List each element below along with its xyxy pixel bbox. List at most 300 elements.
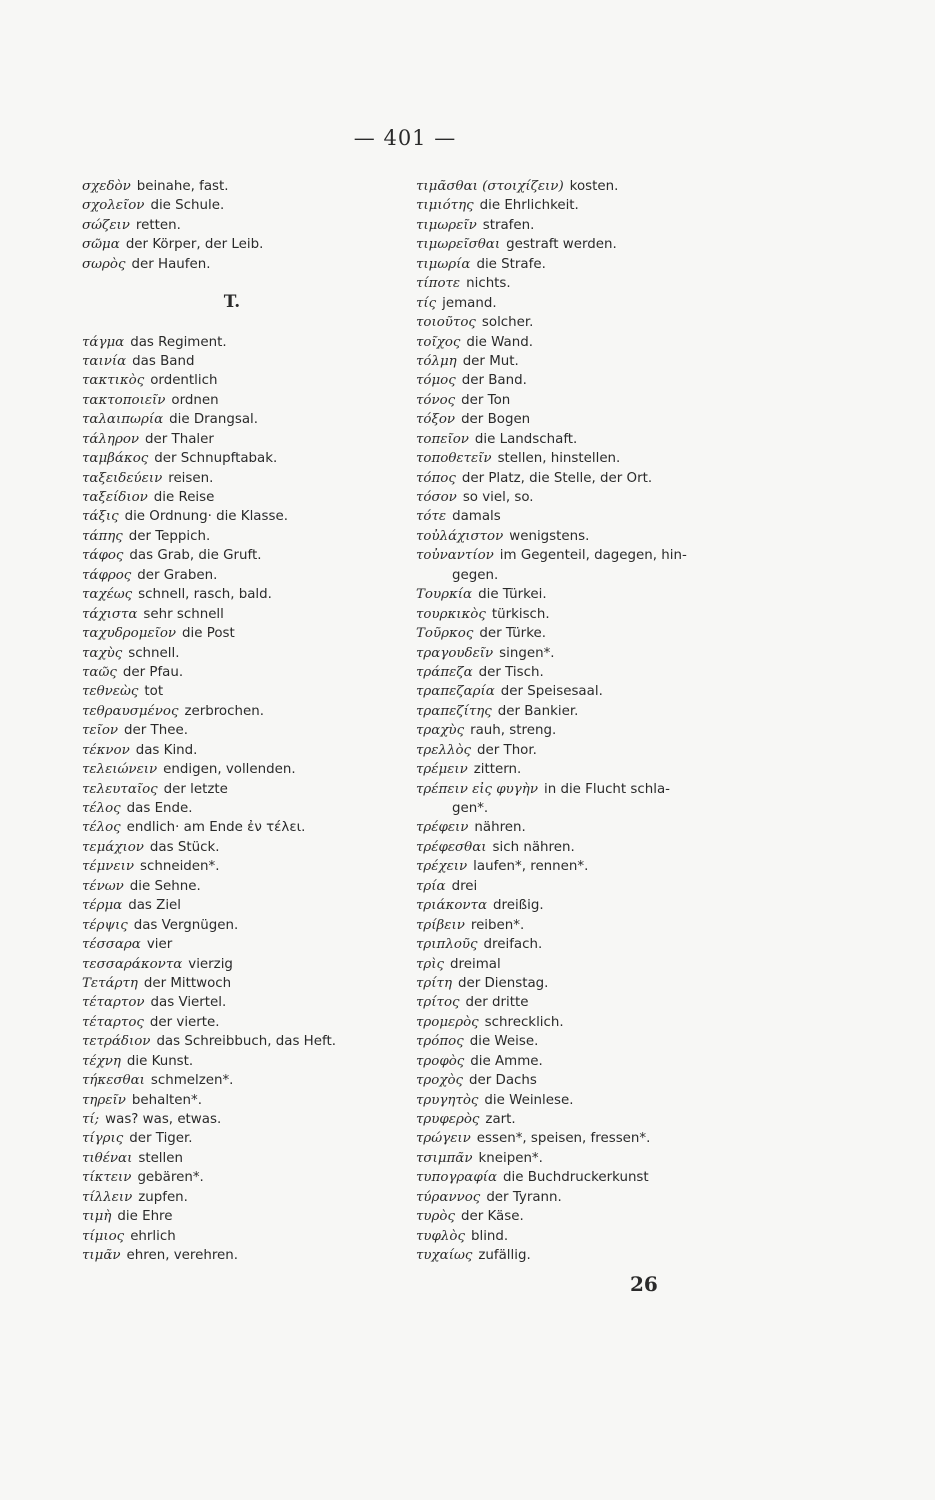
greek-term: ταχὺς [82, 645, 123, 661]
german-translation: der Bogen [461, 412, 531, 428]
greek-term: τράπεζα [416, 664, 473, 680]
dictionary-entry [82, 506, 432, 525]
german-translation: der vierte. [149, 1014, 220, 1030]
german-translation: jemand. [442, 295, 497, 311]
german-translation: wenigstens. [509, 528, 590, 544]
german-translation: das Band [132, 353, 195, 369]
dictionary-entry [82, 487, 432, 506]
greek-term: τιμᾶσθαι (στοιχίζειν) [416, 179, 564, 194]
dictionary-entry [416, 623, 746, 642]
left-bottom-entries [82, 332, 432, 1265]
german-translation: der Dienstag. [457, 975, 549, 991]
german-translation: der Tyrann. [486, 1189, 562, 1205]
greek-term: τρόπος [416, 1034, 464, 1050]
dictionary-entry [416, 312, 746, 331]
greek-term: τίποτε [416, 276, 461, 292]
dictionary-entry [416, 895, 746, 914]
german-translation: beinahe, fast. [136, 179, 229, 194]
greek-term: τοὐναντίον [416, 548, 494, 564]
dictionary-entry [416, 1070, 746, 1089]
greek-term: τιμωρία [416, 256, 471, 272]
greek-term: τέκνον [82, 742, 130, 758]
german-translation: die Ordnung· die Klasse. [124, 509, 288, 525]
greek-term: σωρὸς [82, 256, 126, 272]
german-translation: die Reise [153, 490, 215, 506]
greek-term: σῶμα [82, 237, 120, 253]
greek-term: σχεδὸν [82, 179, 131, 194]
german-translation: der Teppich. [128, 528, 211, 544]
dictionary-entry [82, 409, 432, 428]
german-translation: der letzte [163, 781, 228, 797]
dictionary-entry [416, 1128, 746, 1147]
german-translation: das Vergnügen. [133, 917, 239, 933]
greek-term: τρέμειν [416, 762, 468, 778]
greek-term: τρέφειν [416, 820, 469, 836]
dictionary-entry [416, 1245, 746, 1264]
dictionary-entry [82, 1187, 432, 1206]
greek-term: τρελλὸς [416, 742, 472, 758]
greek-term: Τουρκία [416, 587, 473, 603]
dictionary-entry [82, 1090, 432, 1109]
german-translation: der Käse. [460, 1209, 524, 1225]
german-translation: blind. [470, 1228, 509, 1244]
german-translation: die Ehrlichkeit. [479, 198, 579, 214]
greek-term: τόνος [416, 392, 456, 408]
greek-term: τριπλοῦς [416, 937, 478, 953]
greek-term: τοιοῦτος [416, 315, 476, 331]
greek-term: τεσσαράκοντα [82, 956, 183, 972]
german-translation: tot [144, 684, 164, 700]
greek-term: τάπης [82, 528, 123, 544]
german-translation: kneipen*. [478, 1150, 543, 1166]
dictionary-entry [416, 370, 746, 389]
german-translation: die Kunst. [126, 1053, 194, 1069]
greek-term: τηρεῖν [82, 1092, 126, 1108]
german-translation: damals [452, 509, 501, 525]
greek-term: τεῖον [82, 723, 119, 739]
german-translation: der Tisch. [478, 664, 544, 680]
greek-term: τρυφερὸς [416, 1112, 480, 1128]
german-translation: der Mittwoch [143, 975, 232, 991]
greek-term: τρίβειν [416, 917, 465, 933]
dictionary-entry [416, 876, 746, 895]
greek-term: τοῖχος [416, 334, 461, 350]
dictionary-entry [82, 954, 432, 973]
dictionary-entry [416, 487, 746, 506]
dictionary-entry [416, 1090, 746, 1109]
greek-term: ταχέως [82, 587, 133, 603]
german-translation: im Gegenteil, dagegen, hin- [499, 548, 687, 564]
german-translation: ordnen [171, 392, 219, 408]
german-translation: kosten. [569, 179, 619, 194]
german-translation: das Kind. [135, 742, 198, 758]
greek-term: τόσον [416, 490, 457, 505]
greek-term: τόμος [416, 373, 456, 389]
german-translation: schrecklich. [484, 1014, 564, 1030]
german-translation: das Regiment. [130, 334, 227, 350]
greek-term: τρίτος [416, 995, 460, 1011]
german-translation: vier [146, 937, 173, 953]
dictionary-entry [416, 1187, 746, 1206]
dictionary-entry [82, 1051, 432, 1070]
dictionary-entry [82, 584, 432, 603]
greek-term: τότε [416, 509, 447, 525]
greek-term: τυφλὸς [416, 1228, 465, 1244]
greek-term: τέρψις [82, 917, 128, 933]
greek-term: τιθέναι [82, 1150, 133, 1166]
greek-term: τοὐλάχιστον [416, 528, 504, 544]
german-translation: reisen. [168, 470, 214, 486]
dictionary-entry [416, 662, 746, 681]
german-translation: die Sehne. [129, 878, 201, 894]
dictionary-entry [82, 195, 432, 214]
german-translation: der Schnupftabak. [154, 451, 278, 467]
section-heading: T. [223, 292, 241, 313]
greek-term: σχολεῖον [82, 198, 145, 214]
dictionary-entry [82, 370, 432, 389]
greek-term: τιμωρεῖν [416, 217, 477, 233]
dictionary-entry [82, 1128, 432, 1147]
dictionary-entry [82, 895, 432, 914]
greek-term: τραχὺς [416, 723, 465, 739]
greek-term: τιμᾶν [82, 1248, 121, 1264]
greek-term: τίλλειν [82, 1189, 133, 1205]
greek-term: ταχυδρομεῖον [82, 626, 177, 642]
german-translation: schmelzen*. [150, 1073, 234, 1089]
dictionary-entry [416, 448, 746, 467]
german-translation: der Platz, die Stelle, der Ort. [461, 470, 653, 486]
dictionary-entry [416, 195, 746, 214]
german-translation: der Thee. [124, 723, 188, 739]
greek-term: τάληρον [82, 431, 140, 447]
greek-term: ταῶς [82, 664, 117, 680]
dictionary-entry [82, 623, 432, 642]
dictionary-entry [82, 254, 432, 273]
german-translation: die Türkei. [478, 587, 547, 603]
dictionary-entry [416, 954, 746, 973]
greek-term: τόλμη [416, 353, 457, 369]
greek-term: Τετάρτη [82, 975, 138, 991]
german-translation: der Türke. [479, 626, 546, 642]
german-translation: der Ton [461, 392, 511, 408]
dictionary-entry [82, 1206, 432, 1225]
german-translation: essen*, speisen, fressen*. [476, 1131, 651, 1147]
greek-term: τρέφεσθαι [416, 839, 487, 855]
dictionary-entry [82, 429, 432, 448]
german-translation: das Ziel [128, 898, 182, 914]
german-translation: ordentlich [150, 373, 218, 389]
dictionary-entry [82, 1012, 432, 1031]
greek-term: τελευταῖος [82, 781, 158, 797]
dictionary-entry [416, 234, 746, 253]
german-translation: ehren, verehren. [126, 1248, 239, 1264]
dictionary-entry [82, 915, 432, 934]
german-translation: der Pfau. [122, 664, 184, 680]
dictionary-entry [82, 934, 432, 953]
dictionary-entry [416, 915, 746, 934]
dictionary-entry [416, 992, 746, 1011]
german-translation: der Speisesaal. [500, 684, 603, 700]
dictionary-entry [416, 545, 746, 584]
dictionary-entry [82, 1167, 432, 1186]
german-translation: der Thaler [145, 431, 214, 447]
dictionary-entry [416, 506, 746, 525]
greek-term: ταξειδεύειν [82, 470, 163, 486]
dictionary-entry [416, 779, 746, 818]
dictionary-entry [82, 740, 432, 759]
german-translation: türkisch. [491, 606, 550, 622]
greek-term: τρυγητὸς [416, 1092, 479, 1108]
dictionary-entry [82, 701, 432, 720]
german-translation: nichts. [466, 276, 511, 292]
greek-term: τοποθετεῖν [416, 451, 492, 467]
dictionary-entry [416, 584, 746, 603]
dictionary-entry [82, 643, 432, 662]
dictionary-entry [416, 526, 746, 545]
dictionary-entry [416, 1206, 746, 1225]
german-translation: der Haufen. [131, 256, 211, 272]
greek-term: τρέχειν [416, 859, 468, 875]
dictionary-entry [416, 1012, 746, 1031]
greek-term: τίμιος [82, 1228, 125, 1244]
dictionary-entry [416, 604, 746, 623]
greek-term: τρέπειν εἰς φυγὴν [416, 781, 538, 797]
greek-term: τόξον [416, 412, 456, 428]
german-translation: dreißig. [493, 898, 544, 914]
greek-term: τσιμπᾶν [416, 1150, 473, 1166]
greek-term: τέλος [82, 801, 121, 817]
dictionary-entry [82, 604, 432, 623]
greek-term: τίκτειν [82, 1170, 132, 1186]
greek-term: τάχιστα [82, 606, 138, 622]
dictionary-entry [416, 390, 746, 409]
german-translation: die Drangsal. [169, 412, 259, 428]
greek-term: τυρὸς [416, 1209, 455, 1225]
greek-term: τέχνη [82, 1053, 121, 1069]
german-translation: die Post [182, 626, 235, 642]
greek-term: τύραννος [416, 1189, 481, 1205]
dictionary-entry [82, 1031, 432, 1050]
greek-term: τραπεζαρία [416, 684, 495, 700]
german-translation: gebären*. [137, 1170, 204, 1186]
greek-term: ταξείδιον [82, 490, 148, 506]
dictionary-entry [82, 468, 432, 487]
dictionary-entry [416, 1167, 746, 1186]
greek-term: τοπεῖον [416, 431, 469, 447]
german-translation: so viel, so. [462, 490, 534, 505]
german-translation: der Körper, der Leib. [125, 237, 264, 253]
greek-term: τιμιότης [416, 198, 474, 214]
greek-term: τρὶς [416, 956, 445, 972]
greek-term: τέμνειν [82, 859, 135, 875]
greek-term: τέταρτον [82, 995, 145, 1011]
german-translation: drei [451, 878, 478, 894]
page-number: — 401 — [353, 126, 457, 150]
greek-term: τάγμα [82, 334, 125, 350]
greek-term: τυχαίως [416, 1248, 473, 1264]
german-translation: die Wand. [466, 334, 533, 350]
right-entries [416, 176, 746, 1265]
greek-term: τρομερὸς [416, 1014, 479, 1030]
translation-continuation: gegen. [452, 567, 499, 583]
german-translation: zufällig. [478, 1248, 531, 1264]
dictionary-entry [416, 973, 746, 992]
dictionary-entry [82, 351, 432, 370]
dictionary-entry [82, 856, 432, 875]
greek-term: ταμβάκος [82, 451, 149, 467]
german-translation: der Graben. [137, 567, 218, 583]
dictionary-entry [82, 1109, 432, 1128]
translation-continuation: gen*. [452, 801, 489, 817]
dictionary-entry [416, 856, 746, 875]
german-translation: das Stück. [149, 839, 220, 855]
german-translation: gestraft werden. [506, 237, 617, 253]
greek-term: τιμωρεῖσθαι [416, 237, 501, 253]
german-translation: nähren. [474, 820, 526, 836]
german-translation: schnell. [128, 645, 180, 661]
greek-term: τίς [416, 295, 437, 311]
dictionary-entry [82, 545, 432, 564]
dictionary-entry [416, 176, 746, 195]
greek-term: τεμάχιον [82, 839, 144, 855]
german-translation: sich nähren. [492, 839, 575, 855]
dictionary-entry [416, 740, 746, 759]
dictionary-entry [82, 662, 432, 681]
sheet-number: 26 [630, 1272, 658, 1296]
german-translation: schneiden*. [140, 859, 220, 875]
german-translation: zupfen. [138, 1189, 188, 1205]
dictionary-entry [416, 1051, 746, 1070]
greek-term: τουρκικὸς [416, 606, 486, 622]
dictionary-entry [82, 1226, 432, 1245]
dictionary-entry [82, 176, 432, 195]
dictionary-entry [416, 409, 746, 428]
german-translation: das Schreibbuch, das Heft. [156, 1034, 336, 1050]
german-translation: der Tiger. [129, 1131, 193, 1147]
dictionary-entry [416, 215, 746, 234]
german-translation: zerbrochen. [184, 703, 264, 719]
german-translation: vierzig [188, 956, 233, 972]
german-translation: zittern. [473, 762, 522, 778]
greek-term: τόπος [416, 470, 456, 486]
german-translation: der dritte [465, 995, 529, 1011]
german-translation: die Strafe. [476, 256, 546, 272]
german-translation: die Weinlese. [484, 1092, 574, 1108]
german-translation: laufen*, rennen*. [473, 859, 589, 875]
dictionary-entry [82, 1245, 432, 1264]
german-translation: das Ende. [126, 801, 193, 817]
greek-term: τρίτη [416, 975, 452, 991]
greek-term: τραγουδεῖν [416, 645, 494, 661]
greek-term: τάφρος [82, 567, 132, 583]
dictionary-entry [416, 1148, 746, 1167]
greek-term: τένων [82, 878, 124, 894]
dictionary-entry [82, 992, 432, 1011]
german-translation: reiben*. [470, 917, 525, 933]
greek-term: τέσσαρα [82, 937, 141, 953]
german-translation: die Buchdruckerkunst [503, 1170, 649, 1186]
dictionary-entry [82, 215, 432, 234]
left-column [82, 176, 432, 1265]
dictionary-entry [416, 1226, 746, 1245]
greek-term: τέλος [82, 820, 121, 836]
german-translation: der Band. [461, 373, 527, 389]
german-translation: zart. [485, 1112, 516, 1128]
greek-term: τεθνεὼς [82, 684, 139, 700]
german-translation: schnell, rasch, bald. [138, 587, 272, 603]
german-translation: die Amme. [470, 1053, 543, 1069]
dictionary-entry [416, 720, 746, 739]
german-translation: die Landschaft. [474, 431, 578, 447]
greek-term: τεθραυσμένος [82, 703, 179, 719]
greek-term: τρία [416, 878, 446, 894]
dictionary-entry [416, 1031, 746, 1050]
german-translation: die Weise. [469, 1034, 539, 1050]
greek-term: τρώγειν [416, 1131, 471, 1147]
dictionary-entry [416, 254, 746, 273]
german-translation: endlich· am Ende ἐν τέλει. [126, 820, 306, 836]
dictionary-entry [82, 973, 432, 992]
german-translation: der Bankier. [497, 703, 579, 719]
dictionary-entry [416, 817, 746, 836]
dictionary-entry [416, 759, 746, 778]
greek-term: τί; [82, 1112, 100, 1128]
dictionary-entry [416, 837, 746, 856]
german-translation: die Ehre [117, 1209, 173, 1225]
dictionary-entry [416, 332, 746, 351]
dictionary-entry [416, 468, 746, 487]
dictionary-entry [82, 681, 432, 700]
dictionary-entry [82, 720, 432, 739]
greek-term: τροχὸς [416, 1073, 464, 1089]
dictionary-entry [82, 798, 432, 817]
left-top-entries [82, 176, 432, 273]
german-translation: der Thor. [477, 742, 537, 758]
right-column [416, 176, 746, 1265]
greek-term: τάξις [82, 509, 119, 525]
dictionary-entry [416, 351, 746, 370]
german-translation: der Dachs [469, 1073, 537, 1089]
dictionary-entry [82, 759, 432, 778]
german-translation: dreifach. [483, 937, 543, 953]
greek-term: τελειώνειν [82, 762, 158, 778]
dictionary-entry [416, 701, 746, 720]
dictionary-entry [416, 643, 746, 662]
dictionary-entry [82, 1070, 432, 1089]
dictionary-entry [416, 293, 746, 312]
german-translation: in die Flucht schla- [543, 781, 671, 797]
dictionary-entry [82, 779, 432, 798]
german-translation: retten. [135, 217, 181, 233]
german-translation: der Mut. [462, 353, 519, 369]
dictionary-entry [416, 1109, 746, 1128]
greek-term: τροφὸς [416, 1053, 465, 1069]
german-translation: dreimal [450, 956, 501, 972]
german-translation: ehrlich [130, 1228, 176, 1244]
greek-term: τήκεσθαι [82, 1073, 145, 1089]
german-translation: solcher. [481, 315, 534, 331]
german-translation: was? was, etwas. [105, 1112, 222, 1128]
german-translation: die Schule. [150, 198, 225, 214]
dictionary-entry [82, 234, 432, 253]
greek-term: τάφος [82, 548, 124, 564]
dictionary-entry [416, 934, 746, 953]
greek-term: Τοῦρκος [416, 626, 474, 642]
german-translation: strafen. [482, 217, 535, 233]
dictionary-entry [416, 681, 746, 700]
dictionary-entry [416, 273, 746, 292]
german-translation: sehr schnell [143, 606, 224, 622]
